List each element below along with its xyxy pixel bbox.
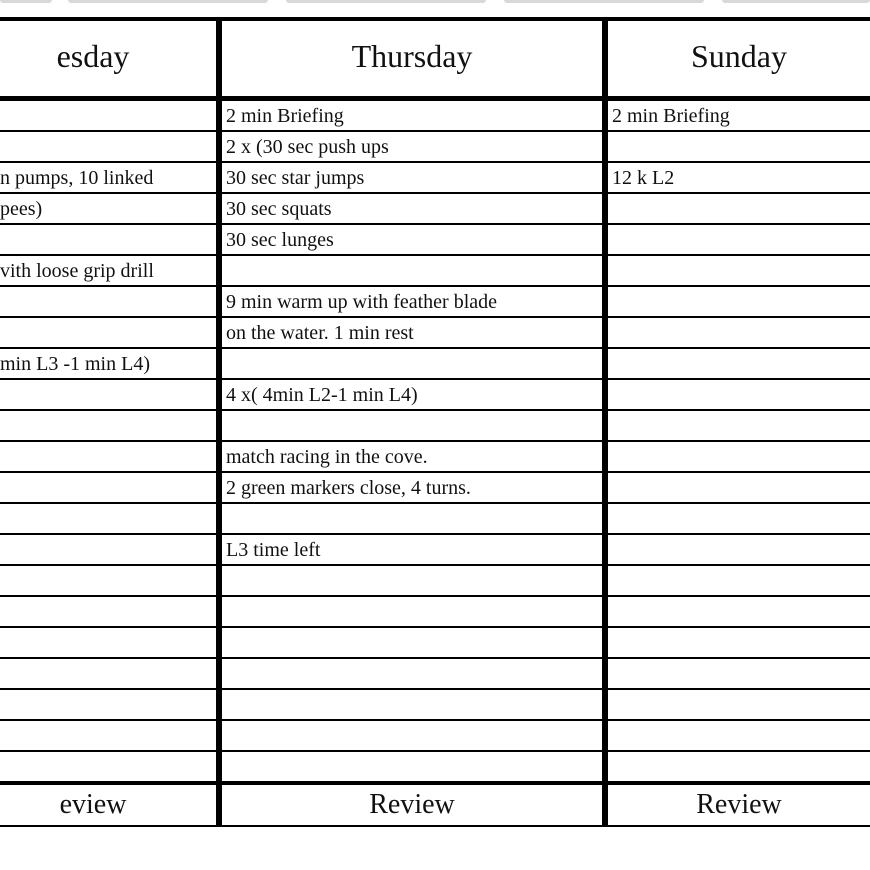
schedule-cell[interactable]: 2 min Briefing (226, 105, 344, 127)
row-divider (0, 595, 870, 597)
schedule-cell[interactable] (0, 411, 214, 442)
schedule-cell[interactable]: min L3 -1 min L4) (0, 353, 150, 375)
schedule-cell[interactable] (612, 535, 868, 566)
schedule-cell[interactable]: 30 sec lunges (226, 229, 334, 251)
row-divider (0, 254, 870, 256)
schedule-cell[interactable]: 12 k L2 (612, 167, 675, 189)
schedule-cell[interactable]: 2 x (30 sec push ups (226, 136, 389, 158)
schedule-cell[interactable] (0, 287, 214, 318)
row-divider (0, 347, 870, 349)
schedule-cell[interactable] (0, 225, 214, 256)
schedule-cell[interactable]: 30 sec star jumps (226, 167, 365, 189)
schedule-cell[interactable] (612, 442, 868, 473)
schedule-cell[interactable] (226, 411, 600, 442)
row-divider (0, 750, 870, 752)
schedule-cell[interactable] (0, 504, 214, 535)
schedule-cell[interactable] (612, 411, 868, 442)
schedule-cell[interactable] (226, 628, 600, 659)
schedule-cell[interactable] (0, 380, 214, 411)
row-divider (0, 471, 870, 473)
schedule-cell[interactable] (612, 721, 868, 752)
review-label: Review (369, 789, 455, 820)
schedule-cell[interactable] (0, 318, 214, 349)
schedule-cell[interactable] (0, 597, 214, 628)
review-label: Review (696, 789, 782, 820)
schedule-cell[interactable]: n pumps, 10 linked (0, 167, 154, 189)
schedule-cell[interactable] (0, 566, 214, 597)
row-divider (0, 440, 870, 442)
schedule-cell[interactable] (0, 132, 214, 163)
schedule-cell[interactable] (226, 256, 600, 287)
schedule-cell[interactable] (226, 690, 600, 721)
schedule-cell[interactable] (612, 287, 868, 318)
schedule-cell[interactable] (612, 597, 868, 628)
schedule-cell[interactable] (0, 628, 214, 659)
review-label: eview (59, 789, 127, 820)
row-divider (0, 130, 870, 132)
row-divider (0, 409, 870, 411)
schedule-cell[interactable] (0, 535, 214, 566)
schedule-cell[interactable]: pees) (0, 198, 43, 220)
row-divider (0, 657, 870, 659)
schedule-cell[interactable]: 30 sec squats (226, 198, 332, 220)
schedule-cell[interactable] (612, 225, 868, 256)
schedule-cell[interactable] (226, 597, 600, 628)
schedule-cell[interactable] (612, 752, 868, 783)
schedule-cell[interactable]: L3 time left (226, 539, 321, 561)
schedule-cell[interactable] (0, 659, 214, 690)
row-divider (0, 626, 870, 628)
schedule-cell[interactable] (612, 690, 868, 721)
column-divider (216, 17, 222, 827)
schedule-cell[interactable] (612, 318, 868, 349)
schedule-cell[interactable] (612, 628, 868, 659)
schedule-cell[interactable] (612, 256, 868, 287)
row-divider (0, 533, 870, 535)
schedule-cell[interactable] (612, 473, 868, 504)
column-divider (602, 17, 608, 827)
schedule-cell[interactable] (0, 752, 214, 783)
row-divider (0, 285, 870, 287)
schedule-cell[interactable] (612, 659, 868, 690)
schedule-cell[interactable]: vith loose grip drill (0, 260, 154, 282)
schedule-cell[interactable] (226, 349, 600, 380)
schedule-cell[interactable] (226, 504, 600, 535)
schedule-cell[interactable]: 4 x( 4min L2-1 min L4) (226, 384, 418, 406)
schedule-cell[interactable] (0, 473, 214, 504)
schedule-cell[interactable] (612, 504, 868, 535)
row-divider (0, 223, 870, 225)
header-divider (0, 96, 870, 101)
table-bottom-border (0, 825, 870, 827)
schedule-cell[interactable] (612, 566, 868, 597)
schedule-cell[interactable] (612, 349, 868, 380)
schedule-cell[interactable] (612, 194, 868, 225)
review-divider (0, 781, 870, 785)
row-divider (0, 688, 870, 690)
column-header: Sunday (691, 38, 787, 74)
schedule-cell[interactable] (226, 566, 600, 597)
schedule-cell[interactable] (226, 752, 600, 783)
schedule-cell[interactable]: 2 min Briefing (612, 105, 730, 127)
schedule-cell[interactable] (0, 690, 214, 721)
schedule-cell[interactable]: on the water. 1 min rest (226, 322, 414, 344)
column-header: esday (56, 38, 130, 74)
row-divider (0, 161, 870, 163)
schedule-cell[interactable] (0, 101, 214, 132)
row-divider (0, 192, 870, 194)
schedule-cell[interactable] (226, 659, 600, 690)
schedule-cell[interactable] (0, 721, 214, 752)
schedule-cell[interactable] (0, 442, 214, 473)
row-divider (0, 564, 870, 566)
row-divider (0, 316, 870, 318)
schedule-cell[interactable] (612, 132, 868, 163)
schedule-cell[interactable]: 2 green markers close, 4 turns. (226, 477, 471, 499)
row-divider (0, 719, 870, 721)
schedule-cell[interactable]: 9 min warm up with feather blade (226, 291, 498, 313)
row-divider (0, 502, 870, 504)
table-top-border (0, 17, 870, 21)
schedule-cell[interactable]: match racing in the cove. (226, 446, 428, 468)
schedule-cell[interactable] (226, 721, 600, 752)
row-divider (0, 378, 870, 380)
column-header: Thursday (351, 38, 473, 74)
schedule-cell[interactable] (612, 380, 868, 411)
